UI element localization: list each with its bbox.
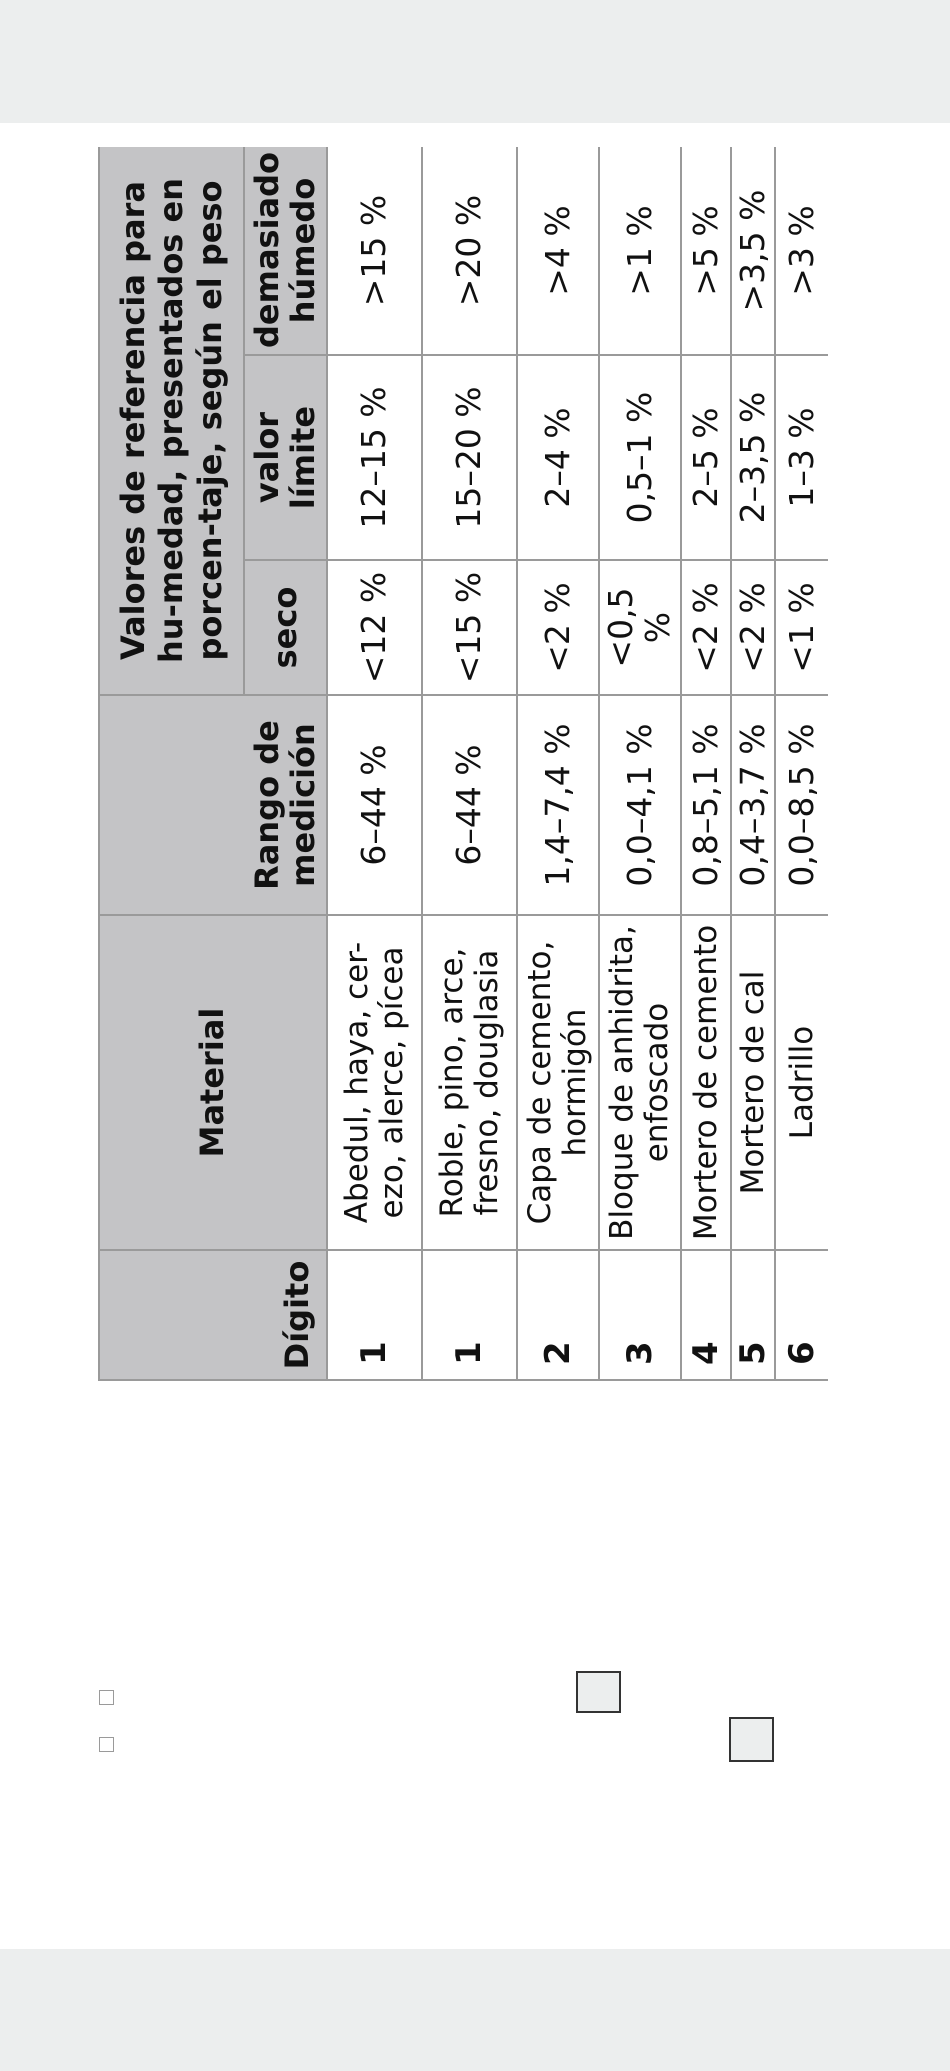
humidity-reference-table (98, 147, 828, 1381)
table-row (731, 147, 775, 1380)
cell-wet: >1 % (599, 147, 681, 355)
cell-limit: 2–5 % (681, 355, 731, 560)
humidity-reference-table-rotated (98, 147, 828, 1381)
cell-digit: 3 (599, 1250, 681, 1380)
cell-material: Capa de cemento, hormigón (517, 915, 599, 1250)
cell-digit: 6 (775, 1250, 828, 1380)
cell-material: Abedul, haya, cer-ezo, alerce, pícea (327, 915, 422, 1250)
cell-dry: <2 % (681, 560, 731, 695)
cell-range: 1,4–7,4 % (517, 695, 599, 915)
cell-digit: 5 (731, 1250, 775, 1380)
cell-digit: 4 (681, 1250, 731, 1380)
cell-limit: 15–20 % (422, 355, 517, 560)
cell-material: Mortero de cemento (681, 915, 731, 1250)
cell-range: 6–44 % (422, 695, 517, 915)
cell-range: 0,4–3,7 % (731, 695, 775, 915)
cell-wet: >5 % (681, 147, 731, 355)
header-material: Material (99, 915, 327, 1250)
cell-range: 0,0–8,5 % (775, 695, 828, 915)
cell-wet: >20 % (422, 147, 517, 355)
cell-dry: <15 % (422, 560, 517, 695)
table-row (599, 147, 681, 1380)
cell-wet: >3,5 % (731, 147, 775, 355)
cell-digit: 1 (422, 1250, 517, 1380)
cell-limit: 1–3 % (775, 355, 828, 560)
cell-range: 0,0–4,1 % (599, 695, 681, 915)
cell-wet: >15 % (327, 147, 422, 355)
cell-limit: 2–4 % (517, 355, 599, 560)
header-digit: Dígito (99, 1250, 327, 1380)
cell-limit: 2–3,5 % (731, 355, 775, 560)
cell-digit: 1 (327, 1250, 422, 1380)
cell-dry: <2 % (517, 560, 599, 695)
table-row (422, 147, 517, 1380)
table-row (327, 147, 422, 1380)
cell-wet: >3 % (775, 147, 828, 355)
checkbox-1[interactable] (99, 1690, 114, 1705)
table-row (517, 147, 599, 1380)
header-dry: seco (244, 560, 327, 695)
display-square-1 (576, 1671, 621, 1713)
rotated-table-container (98, 147, 828, 1381)
cell-limit: 0,5–1 % (599, 355, 681, 560)
cell-material: Bloque de anhidrita, enfoscado (599, 915, 681, 1250)
cell-material: Mortero de cal (731, 915, 775, 1250)
header-limit: valor límite (244, 355, 327, 560)
cell-material: Ladrillo (775, 915, 828, 1250)
display-square-2 (729, 1717, 774, 1762)
table-row (775, 147, 828, 1380)
header-row-top (99, 147, 244, 1380)
cell-range: 0,8–5,1 % (681, 695, 731, 915)
cell-dry: <0,5 % (599, 560, 681, 695)
cell-wet: >4 % (517, 147, 599, 355)
header-reference-values: Valores de referencia para hu-medad, presentados en porcen-taje, según el peso (99, 147, 244, 695)
cell-dry: <1 % (775, 560, 828, 695)
cell-dry: <12 % (327, 560, 422, 695)
cell-digit: 2 (517, 1250, 599, 1380)
cell-limit: 12–15 % (327, 355, 422, 560)
checkbox-2[interactable] (99, 1737, 114, 1752)
table-row (681, 147, 731, 1380)
header-wet: demasiado húmedo (244, 147, 327, 355)
cell-dry: <2 % (731, 560, 775, 695)
header-range: Rango de medición (99, 695, 327, 915)
cell-range: 6–44 % (327, 695, 422, 915)
cell-material: Roble, pino, arce, fresno, douglasia (422, 915, 517, 1250)
